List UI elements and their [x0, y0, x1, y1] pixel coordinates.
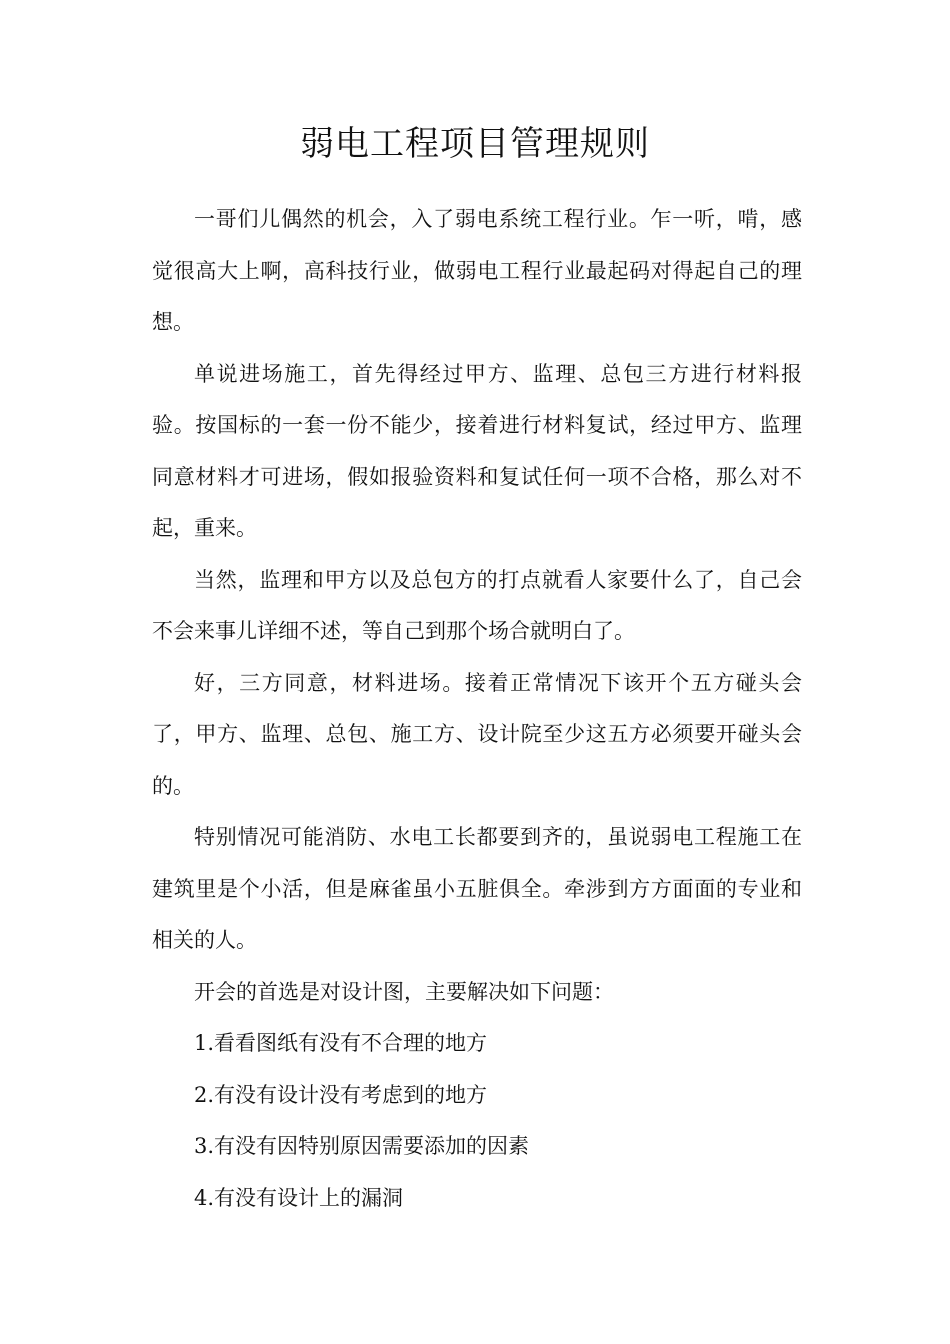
paragraph: 单说进场施工，首先得经过甲方、监理、总包三方进行材料报验。按国标的一套一份不能少，接着进行材料复试，经过甲方、监理同意材料才可进场，假如报验资料和复试任何一项不合格，那么对不起，重来。 — [152, 361, 802, 540]
document-body — [152, 194, 802, 1224]
document-title: 弱电工程项目管理规则 — [300, 124, 650, 164]
paragraph: 好，三方同意，材料进场。接着正常情况下该开个五方碰头会了，甲方、监理、总包、施工方、设计院至少这五方必须要开碰头会的。 — [152, 670, 802, 798]
paragraph: 一哥们儿偶然的机会，入了弱电系统工程行业。乍一听，啃，感觉很高大上啊，高科技行业，做弱电工程行业最起码对得起自己的理想。 — [152, 207, 802, 334]
list-item: 3.有没有因特别原因需要添加的因素 — [194, 1134, 530, 1158]
paragraph: 当然，监理和甲方以及总包方的打点就看人家要什么了，自己会不会来事儿详细不述，等自己到那个场合就明白了。 — [152, 567, 802, 643]
paragraph: 特别情况可能消防、水电工长都要到齐的，虽说弱电工程施工在建筑里是个小活，但是麻雀虽小五脏俱全。牵涉到方方面面的专业和相关的人。 — [152, 825, 802, 952]
list-item: 4.有没有设计上的漏洞 — [194, 1185, 404, 1210]
paragraph: 开会的首选是对设计图，主要解决如下问题： — [194, 979, 614, 1004]
list-item: 1.看看图纸有没有不合理的地方 — [194, 1031, 488, 1055]
list-item: 2.有没有设计没有考虑到的地方 — [194, 1082, 488, 1107]
